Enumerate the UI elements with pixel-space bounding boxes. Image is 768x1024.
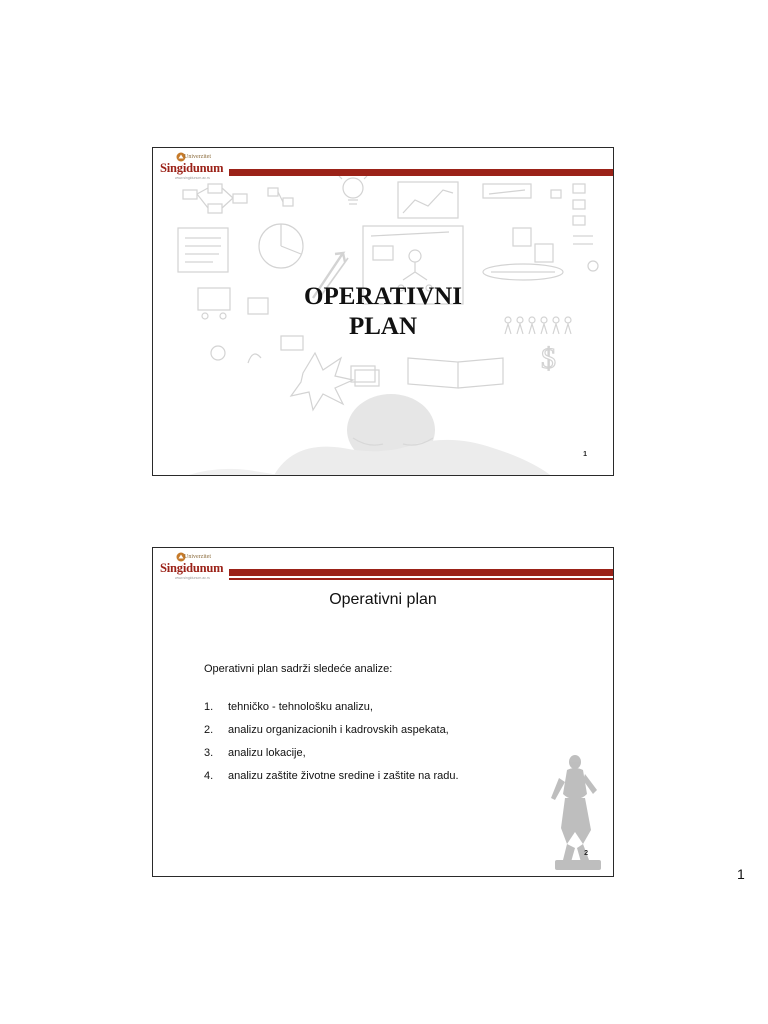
- logo-university-text: Univerzitet: [184, 154, 211, 160]
- slide-1-title: [153, 282, 613, 342]
- svg-text:$: $: [541, 342, 556, 375]
- slide-2-number: 2: [584, 850, 588, 857]
- list-item-text: analizu zaštite životne sredine i zaštite na radu.: [228, 770, 459, 782]
- logo-tagline-text: www.singidunum.ac.rs: [175, 176, 210, 180]
- list-item: [204, 700, 459, 723]
- page-number: 1: [737, 866, 745, 882]
- slide-2-intro: Operativni plan sadrži sledeće analize:: [204, 663, 393, 675]
- singidunum-logo: [156, 154, 230, 184]
- header-red-bar: [229, 569, 613, 576]
- list-item-text: analizu lokacije,: [228, 747, 306, 759]
- list-item-text: tehničko - tehnološku analizu,: [228, 701, 373, 713]
- analysis-list: [204, 700, 459, 792]
- logo-name-text: Singidunum: [160, 161, 224, 175]
- slide-1-number: 1: [583, 451, 587, 458]
- list-item-number: 3.: [204, 747, 214, 759]
- list-item: [204, 769, 459, 792]
- singidunum-logo: [156, 554, 230, 584]
- logo-tagline-text: www.singidunum.ac.rs: [175, 576, 210, 580]
- slide-1-title-line-1: OPERATIVNI: [304, 283, 462, 310]
- statue-icon: [545, 748, 611, 876]
- slide-2-title: Operativni plan: [329, 591, 437, 608]
- slide-1: [152, 147, 614, 476]
- header-red-line: [229, 578, 613, 580]
- list-item: [204, 746, 459, 769]
- slide-2: [152, 547, 614, 877]
- logo-university-text: Univerzitet: [184, 554, 211, 560]
- header-red-bar: [229, 169, 613, 176]
- list-item: [204, 723, 459, 746]
- logo-name-text: Singidunum: [160, 561, 224, 575]
- slide-1-title-line-2: PLAN: [348, 313, 418, 340]
- list-item-number: 4.: [204, 770, 214, 782]
- list-item-number: 2.: [204, 724, 214, 736]
- list-item-text: analizu organizacionih i kadrovskih aspekata,: [228, 724, 449, 736]
- list-item-number: 1.: [204, 701, 214, 713]
